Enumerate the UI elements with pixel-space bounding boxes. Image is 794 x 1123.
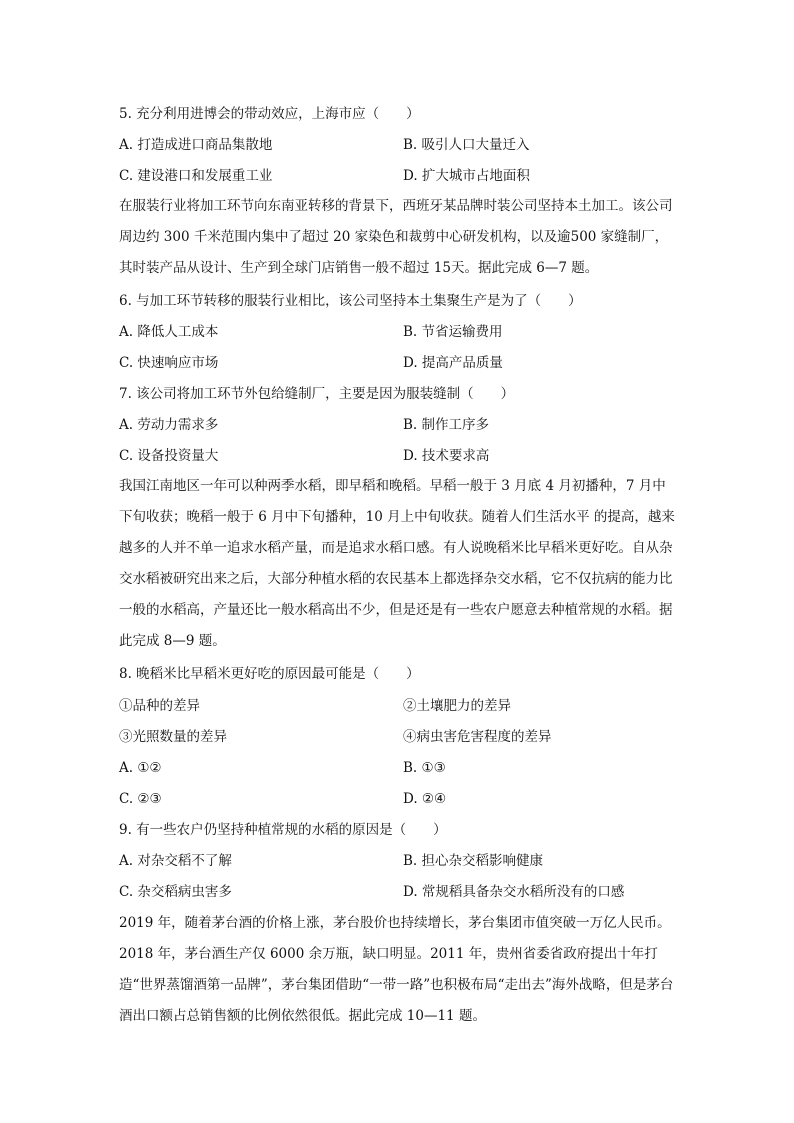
question-9-option-a: A. 对杂交稻不了解	[119, 853, 232, 869]
question-9-stem: 9. 有一些农户仍坚持种植常规的水稻的原因是（ ）	[119, 822, 447, 838]
question-6-stem: 6. 与加工环节转移的服装行业相比，该公司坚持本土集聚生产是为了（ ）	[119, 293, 582, 309]
question-5-option-a: A. 打造成进口商品集散地	[119, 137, 273, 153]
question-6-option-a: A. 降低人工成本	[119, 324, 219, 340]
question-5-option-b: B. 吸引人口大量迁入	[403, 137, 530, 153]
passage-10-11: 2019 年，随着茅台酒的价格上涨，茅台股价也持续增长，茅台集团市值突破一万亿人民币。2018 年，茅台酒生产仅 6000 余万瓶，缺口明显。2011 年，贵州省委省政府提出十年打造“世界蒸馏酒第一品牌”，茅台集团借助“一带一路”也积极布局“走出去”海外战略，但是茅台酒出口额占总销售额的比例依然很低。据此完成 10—11 题。	[119, 915, 674, 1024]
question-9-option-b: B. 担心杂交稻影响健康	[403, 853, 544, 869]
question-8-statement-2: ②土壤肥力的差异	[403, 698, 511, 714]
question-8-option-a: A. ①②	[119, 760, 162, 776]
question-6-option-d: D. 提高产品质量	[403, 355, 503, 371]
question-8-stem: 8. 晚稻米比早稻米更好吃的原因最可能是（ ）	[119, 666, 420, 682]
question-6-option-b: B. 节省运输费用	[403, 324, 503, 340]
question-9-option-c: C. 杂交稻病虫害多	[119, 884, 232, 900]
question-6-option-c: C. 快速响应市场	[119, 355, 219, 371]
question-8-statement-4: ④病虫害危害程度的差异	[403, 729, 552, 745]
question-7-option-c: C. 设备投资量大	[119, 448, 219, 464]
question-8-statement-3: ③光照数量的差异	[119, 729, 227, 745]
question-5-option-d: D. 扩大城市占地面积	[403, 168, 530, 184]
question-8-statement-1: ①品种的差异	[119, 698, 200, 714]
question-9-option-d: D. 常规稻具备杂交水稻所没有的口感	[403, 884, 625, 900]
passage-6-7: 在服装行业将加工环节向东南亚转移的背景下，西班牙某品牌时装公司坚持本土加工。该公司周边约 300 千米范围内集中了超过 20 家染色和裁剪中心研发机构，以及逾500 家缝制厂，其时装产品从设计、生产到全球门店销售一般不超过 15天。据此完成 6—7 题。	[119, 198, 673, 276]
question-5-option-c: C. 建设港口和发展重工业	[119, 168, 273, 184]
passage-8-9: 我国江南地区一年可以种两季水稻，即早稻和晚稻。早稻一般于 3 月底 4 月初播种，7 月中下旬收获；晚稻一般于 6 月中下旬播种，10 月上中旬收获。随着人们生活水平 的提高，越来越多的人并不单一追求水稻产量，而是追求水稻口感。有人说晚稻米比早稻米更好吃。自从杂交水稻被研究出来之后，大部分种植水稻的农民基本上都选择杂交水稻，它不仅抗病的能力比一般的水稻高，产量还比一般水稻高出不少，但是还是有一些农户愿意去种植常规的水稻。据此完成 8—9 题。	[119, 478, 675, 649]
question-8-option-d: D. ②④	[403, 791, 447, 807]
question-8-option-b: B. ①③	[403, 760, 446, 776]
question-7-option-b: B. 制作工序多	[403, 417, 490, 433]
question-7-option-d: D. 技术要求高	[403, 448, 490, 464]
question-5-stem: 5. 充分利用进博会的带动效应，上海市应（ ）	[119, 106, 420, 122]
question-7-stem: 7. 该公司将加工环节外包给缝制厂，主要是因为服装缝制（ ）	[119, 386, 515, 402]
question-7-option-a: A. 劳动力需求多	[119, 417, 219, 433]
question-8-option-c: C. ②③	[119, 791, 162, 807]
